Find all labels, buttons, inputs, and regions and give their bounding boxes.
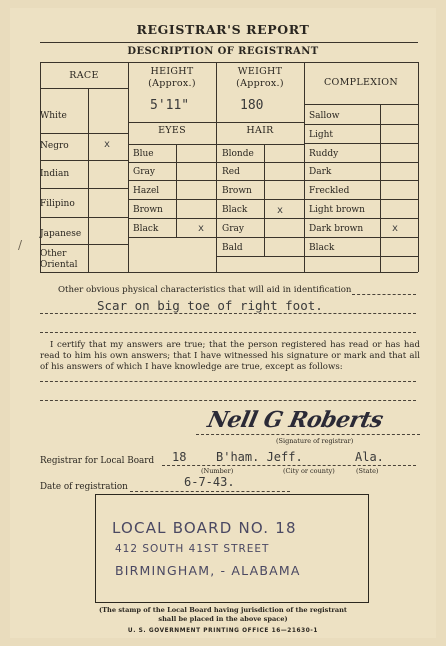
weight-header: WEIGHT (Approx.) <box>236 66 284 89</box>
complexion-header-rule <box>304 104 418 105</box>
local-board-state: Ala. <box>355 450 384 464</box>
hair-option-gray: Gray <box>222 224 244 234</box>
eyes-option-brown: Brown <box>133 205 163 215</box>
registration-date-value: 6-7-43. <box>184 475 235 489</box>
race-option-japanese: Japanese <box>40 229 82 239</box>
characteristics-label: Other obvious physical characteristics that will aid in identification <box>58 285 352 295</box>
complexion-column-border <box>304 62 305 272</box>
height-value: 5'11" <box>150 98 190 113</box>
local-board-line <box>162 465 416 466</box>
stamp-line-1: LOCAL BOARD NO. 18 <box>112 519 297 537</box>
footnote-line-2: shall be placed in the above space) <box>158 615 288 623</box>
complexion-row-rule <box>304 199 418 200</box>
height-header: HEIGHT (Approx.) <box>148 66 196 89</box>
table-top-border <box>40 62 418 63</box>
race-column-border <box>128 62 129 272</box>
rule-top <box>40 42 418 43</box>
race-header-rule <box>40 88 128 89</box>
hair-option-black: Black <box>222 205 248 215</box>
characteristics-leader <box>352 294 416 295</box>
footnote-line-1: (The stamp of the Local Board having jurisdiction of the registrant <box>99 606 347 614</box>
race-row-rule <box>40 133 128 134</box>
hair-option-brown: Brown <box>222 186 252 196</box>
complexion-row-rule <box>304 237 418 238</box>
signature-line <box>196 434 420 435</box>
race-option-white: White <box>40 111 67 121</box>
race-row-rule <box>40 244 128 245</box>
weight-value: 180 <box>240 98 264 113</box>
eyes-divider <box>176 144 177 237</box>
certification-text: I certify that my answers are true; that the person registered has read or has had read to him his own answers; that I have witnessed his signature or mark and that all of his answers of which I have knowledge are true, except as follows: <box>40 340 420 373</box>
registrar-signature: Nell G Roberts <box>205 407 386 433</box>
stamp-line-3: BIRMINGHAM, - ALABAMA <box>115 563 301 578</box>
exceptions-line-1 <box>40 381 416 382</box>
race-divider <box>88 88 89 272</box>
eyes-option-gray: Gray <box>133 167 155 177</box>
complexion-row-rule <box>304 124 418 125</box>
characteristics-line-2 <box>40 332 416 333</box>
signature-caption: (Signature of registrar) <box>276 437 354 445</box>
page-title: REGISTRAR'S REPORT <box>136 22 310 37</box>
state-caption: (State) <box>356 467 379 475</box>
hair-check-mark: x <box>277 205 284 216</box>
table-left-border <box>40 62 41 272</box>
race-row-rule <box>40 160 128 161</box>
complexion-option-light-brown: Light brown <box>309 205 365 215</box>
race-check-mark: x <box>104 139 111 150</box>
eyes-option-hazel: Hazel <box>133 186 160 196</box>
hair-row-rule <box>216 256 304 257</box>
eyes-header: EYES <box>158 125 186 136</box>
section-subtitle: DESCRIPTION OF REGISTRANT <box>127 46 319 57</box>
number-caption: (Number) <box>201 467 234 475</box>
hair-header: HAIR <box>246 125 274 136</box>
characteristics-line-1 <box>40 313 416 314</box>
complexion-option-ruddy: Ruddy <box>309 149 339 159</box>
complexion-row-rule <box>304 143 418 144</box>
local-board-label: Registrar for Local Board <box>40 456 155 466</box>
race-option-negro: Negro <box>40 141 69 151</box>
complexion-row-rule <box>304 256 418 257</box>
complexion-option-freckled: Freckled <box>309 186 350 196</box>
complexion-row-rule <box>304 162 418 163</box>
hair-option-red: Red <box>222 167 240 177</box>
height-weight-divider <box>216 62 217 272</box>
table-bottom-border <box>40 272 418 273</box>
complexion-option-dark: Dark <box>309 167 332 177</box>
race-row-rule <box>40 188 128 189</box>
local-board-city: B'ham. Jeff. <box>216 450 303 464</box>
hair-option-bald: Bald <box>222 243 243 253</box>
complexion-option-sallow: Sallow <box>309 111 340 121</box>
stamp-line-2: 412 SOUTH 41ST STREET <box>115 543 270 555</box>
race-row-rule <box>40 217 128 218</box>
complexion-row-rule <box>304 218 418 219</box>
complexion-row-rule <box>304 180 418 181</box>
hair-divider <box>264 144 265 256</box>
eyes-option-black: Black <box>133 224 159 234</box>
complexion-option-light: Light <box>309 130 334 140</box>
complexion-check-mark: x <box>392 223 399 234</box>
exceptions-line-2 <box>40 400 416 401</box>
complexion-header: COMPLEXION <box>323 77 399 88</box>
complexion-option-dark-brown: Dark brown <box>309 224 364 234</box>
race-option-other-oriental: Other Oriental <box>40 249 78 270</box>
race-option-filipino: Filipino <box>40 199 75 209</box>
hair-option-blonde: Blonde <box>222 149 254 159</box>
complexion-option-black: Black <box>309 243 335 253</box>
printer-imprint: U. S. GOVERNMENT PRINTING OFFICE 16—21630-1 <box>127 628 319 634</box>
race-header: RACE <box>69 70 99 81</box>
registration-date-label: Date of registration <box>40 482 128 492</box>
eyes-check-mark: x <box>198 223 205 234</box>
eyes-option-blue: Blue <box>133 149 154 159</box>
city-caption: (City or county) <box>283 467 335 475</box>
margin-pencil-mark: / <box>18 238 23 252</box>
race-option-indian: Indian <box>40 169 70 179</box>
registration-date-line <box>130 491 290 492</box>
table-right-border <box>418 62 419 272</box>
characteristics-value: Scar on big toe of right foot. <box>97 298 323 313</box>
complexion-divider <box>380 104 381 272</box>
local-board-number: 18 <box>172 450 187 464</box>
